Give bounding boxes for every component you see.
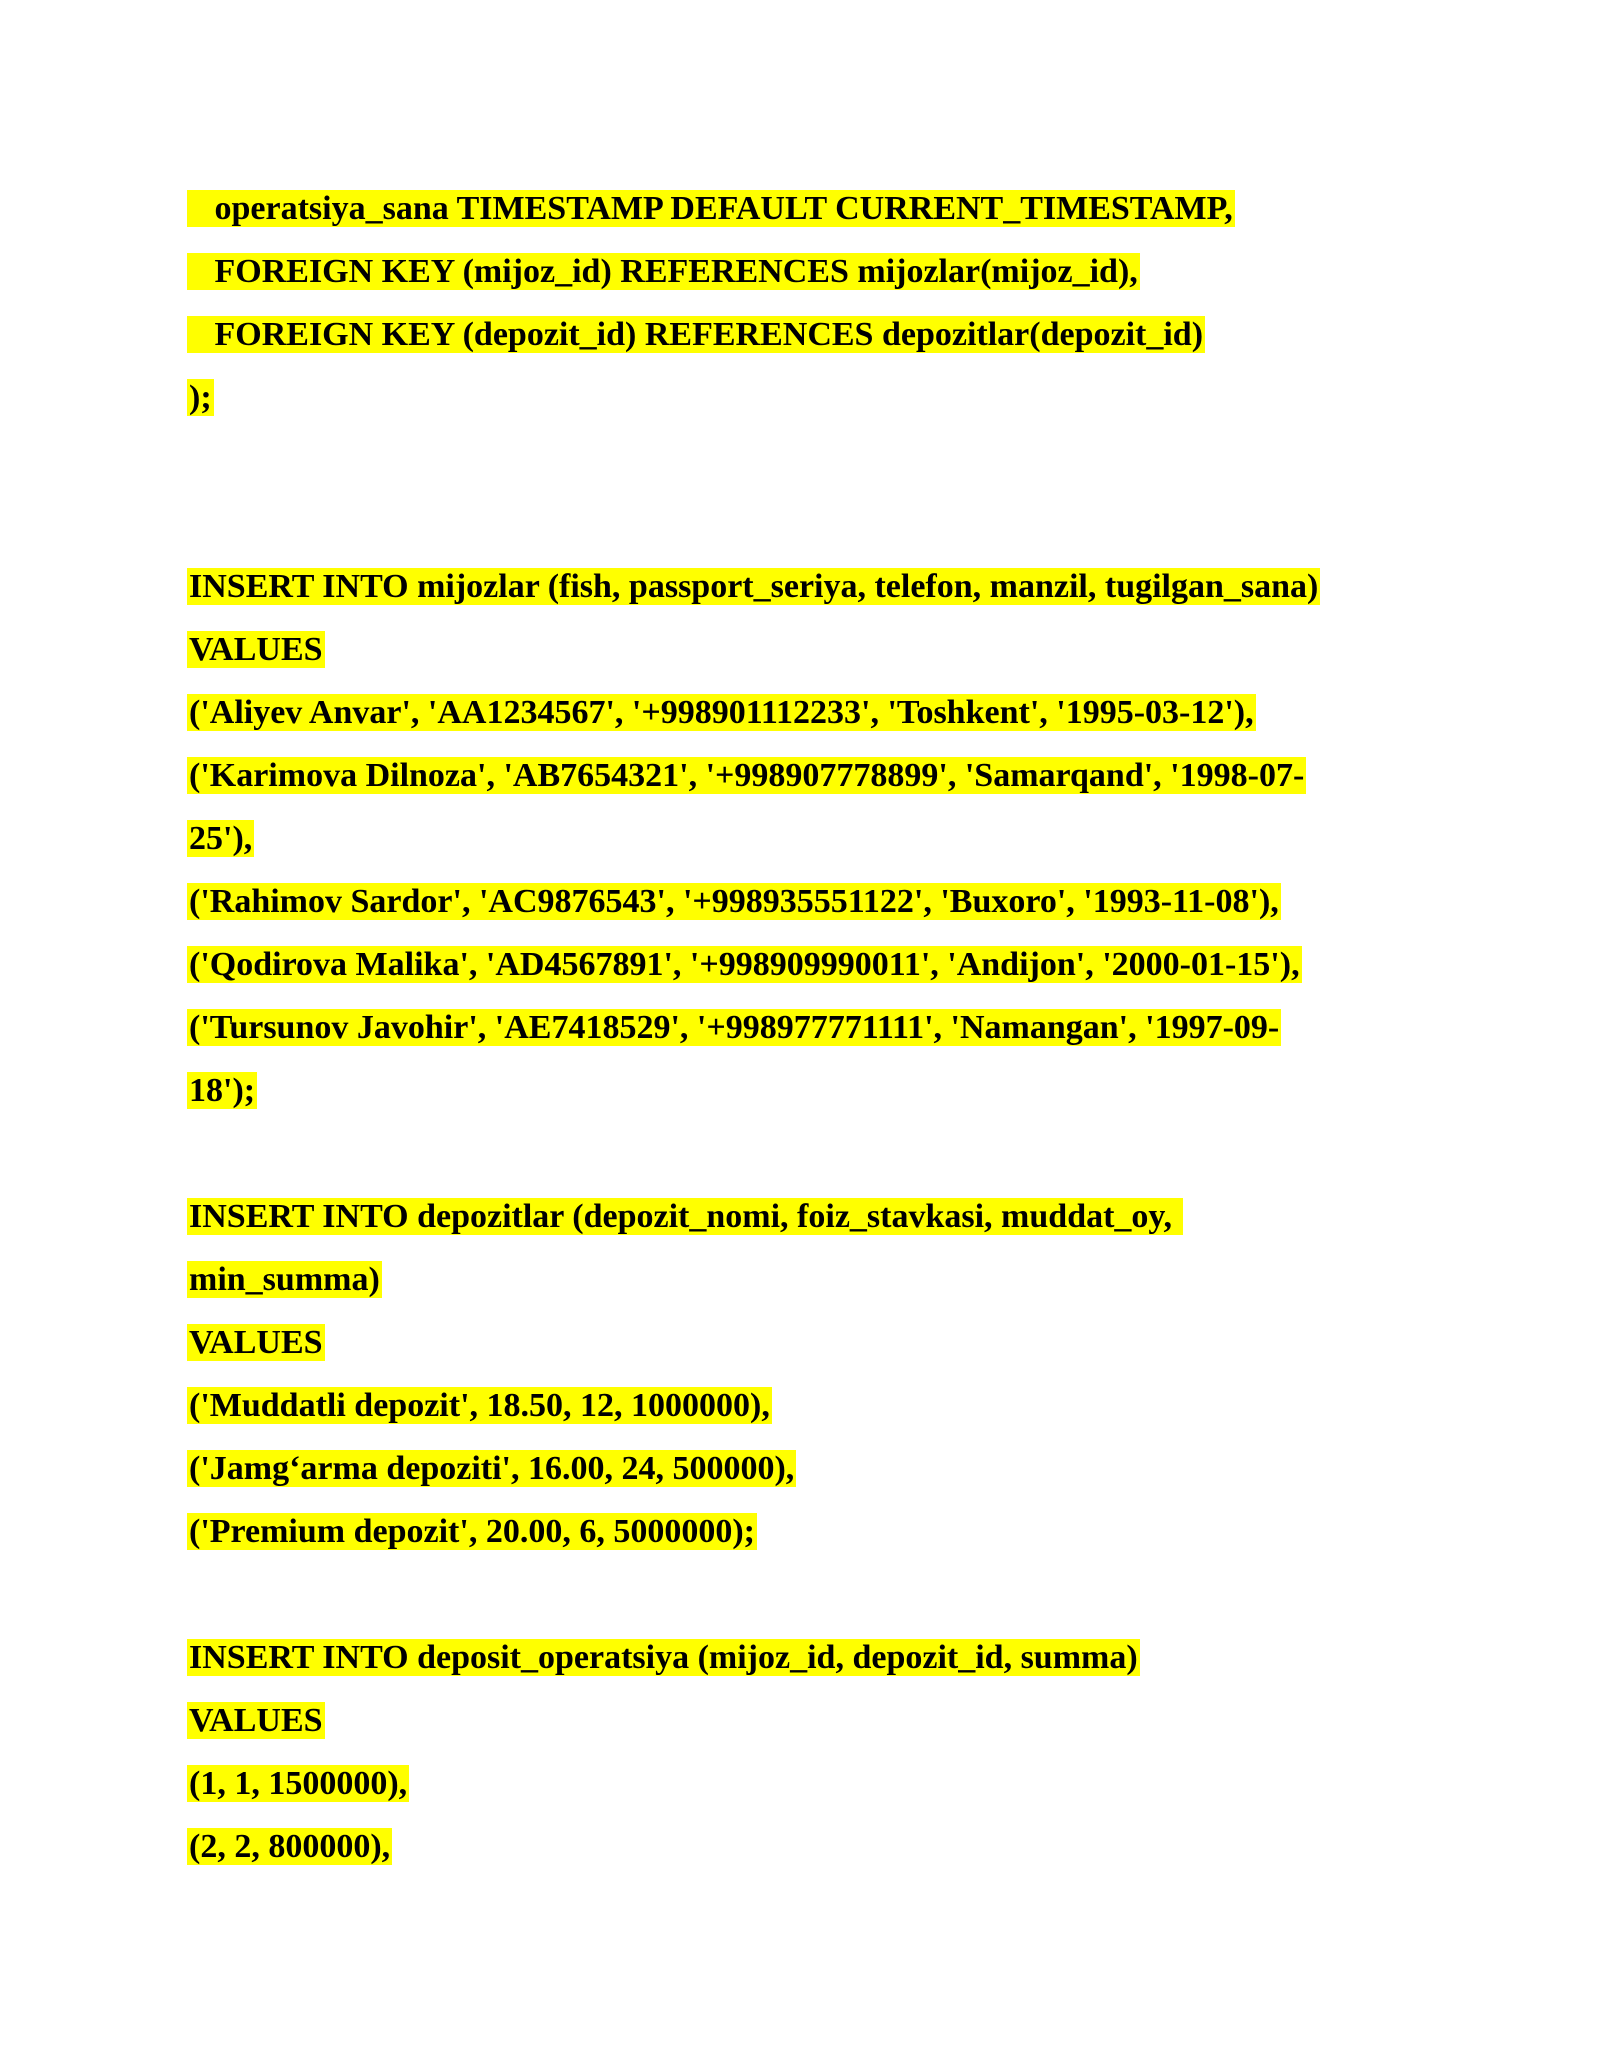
code-line-insert-depozitlar-cont [187, 1257, 1427, 1320]
code-line-insert-depozitlar [187, 1194, 1427, 1257]
highlighted-text: ('Rahimov Sardor', 'AC9876543', '+998935551122', 'Buxoro', '1993-11-08'), [189, 883, 1279, 920]
highlighted-text: ); [189, 379, 212, 416]
highlighted-text: VALUES [189, 1324, 323, 1361]
code-line-values [187, 627, 1427, 690]
code-line-insert-deposit-operatsiya [187, 1635, 1427, 1698]
highlighted-text: ('Muddatli depozit', 18.50, 12, 1000000), [189, 1387, 770, 1424]
sql-code-block [187, 186, 1427, 1887]
highlighted-text: FOREIGN KEY (depozit_id) REFERENCES depozitlar(depozit_id) [189, 316, 1204, 353]
highlighted-text: 25'), [189, 820, 253, 857]
code-line-row-cont [187, 1068, 1427, 1131]
highlighted-text: FOREIGN KEY (mijoz_id) REFERENCES mijozlar(mijoz_id), [189, 253, 1138, 290]
blank-line [187, 1131, 1427, 1194]
blank-line [187, 1572, 1427, 1635]
code-line-row [187, 942, 1427, 1005]
code-line-row [187, 1509, 1427, 1572]
code-line-2 [187, 249, 1427, 312]
code-line-row [187, 879, 1427, 942]
highlighted-text: (2, 2, 800000), [189, 1828, 391, 1865]
highlighted-text: (1, 1, 1500000), [189, 1765, 408, 1802]
highlighted-text: ('Aliyev Anvar', 'AA1234567', '+998901112233', 'Toshkent', '1995-03-12'), [189, 694, 1254, 731]
highlighted-text: 18'); [189, 1072, 256, 1109]
highlighted-text: ('Karimova Dilnoza', 'AB7654321', '+998907778899', 'Samarqand', '1998-07- [189, 757, 1305, 794]
highlighted-text: min_summa) [189, 1261, 380, 1298]
code-line-values [187, 1320, 1427, 1383]
code-line-insert-mijozlar [187, 564, 1427, 627]
highlighted-text: ('Qodirova Malika', 'AD4567891', '+998909990011', 'Andijon', '2000-01-15'), [189, 946, 1300, 983]
code-line-row [187, 1005, 1427, 1068]
code-line-row [187, 1761, 1427, 1824]
code-line-row [187, 753, 1427, 816]
highlighted-text: ('Premium depozit', 20.00, 6, 5000000); [189, 1513, 755, 1550]
highlighted-text: VALUES [189, 631, 323, 668]
code-line-row-cont [187, 816, 1427, 879]
highlighted-text: operatsiya_sana TIMESTAMP DEFAULT CURRENT_TIMESTAMP, [189, 190, 1233, 227]
code-line-row [187, 1824, 1427, 1887]
highlighted-text: INSERT INTO deposit_operatsiya (mijoz_id, depozit_id, summa) [189, 1639, 1138, 1676]
highlighted-text: INSERT INTO depozitlar (depozit_nomi, foiz_stavkasi, muddat_oy, [189, 1198, 1181, 1235]
code-line-row [187, 1383, 1427, 1446]
code-line-4 [187, 375, 1427, 438]
code-line-1 [187, 186, 1427, 249]
highlighted-text: VALUES [189, 1702, 323, 1739]
highlighted-text: ('Jamg‘arma depoziti', 16.00, 24, 500000), [189, 1450, 795, 1487]
code-line-row [187, 690, 1427, 753]
code-line-row [187, 1446, 1427, 1509]
highlighted-text: INSERT INTO mijozlar (fish, passport_seriya, telefon, manzil, tugilgan_sana) [189, 568, 1319, 605]
blank-line [187, 501, 1427, 564]
code-line-3 [187, 312, 1427, 375]
highlighted-text: ('Tursunov Javohir', 'AE7418529', '+998977771111', 'Namangan', '1997-09- [189, 1009, 1280, 1046]
code-line-values [187, 1698, 1427, 1761]
blank-line [187, 438, 1427, 501]
